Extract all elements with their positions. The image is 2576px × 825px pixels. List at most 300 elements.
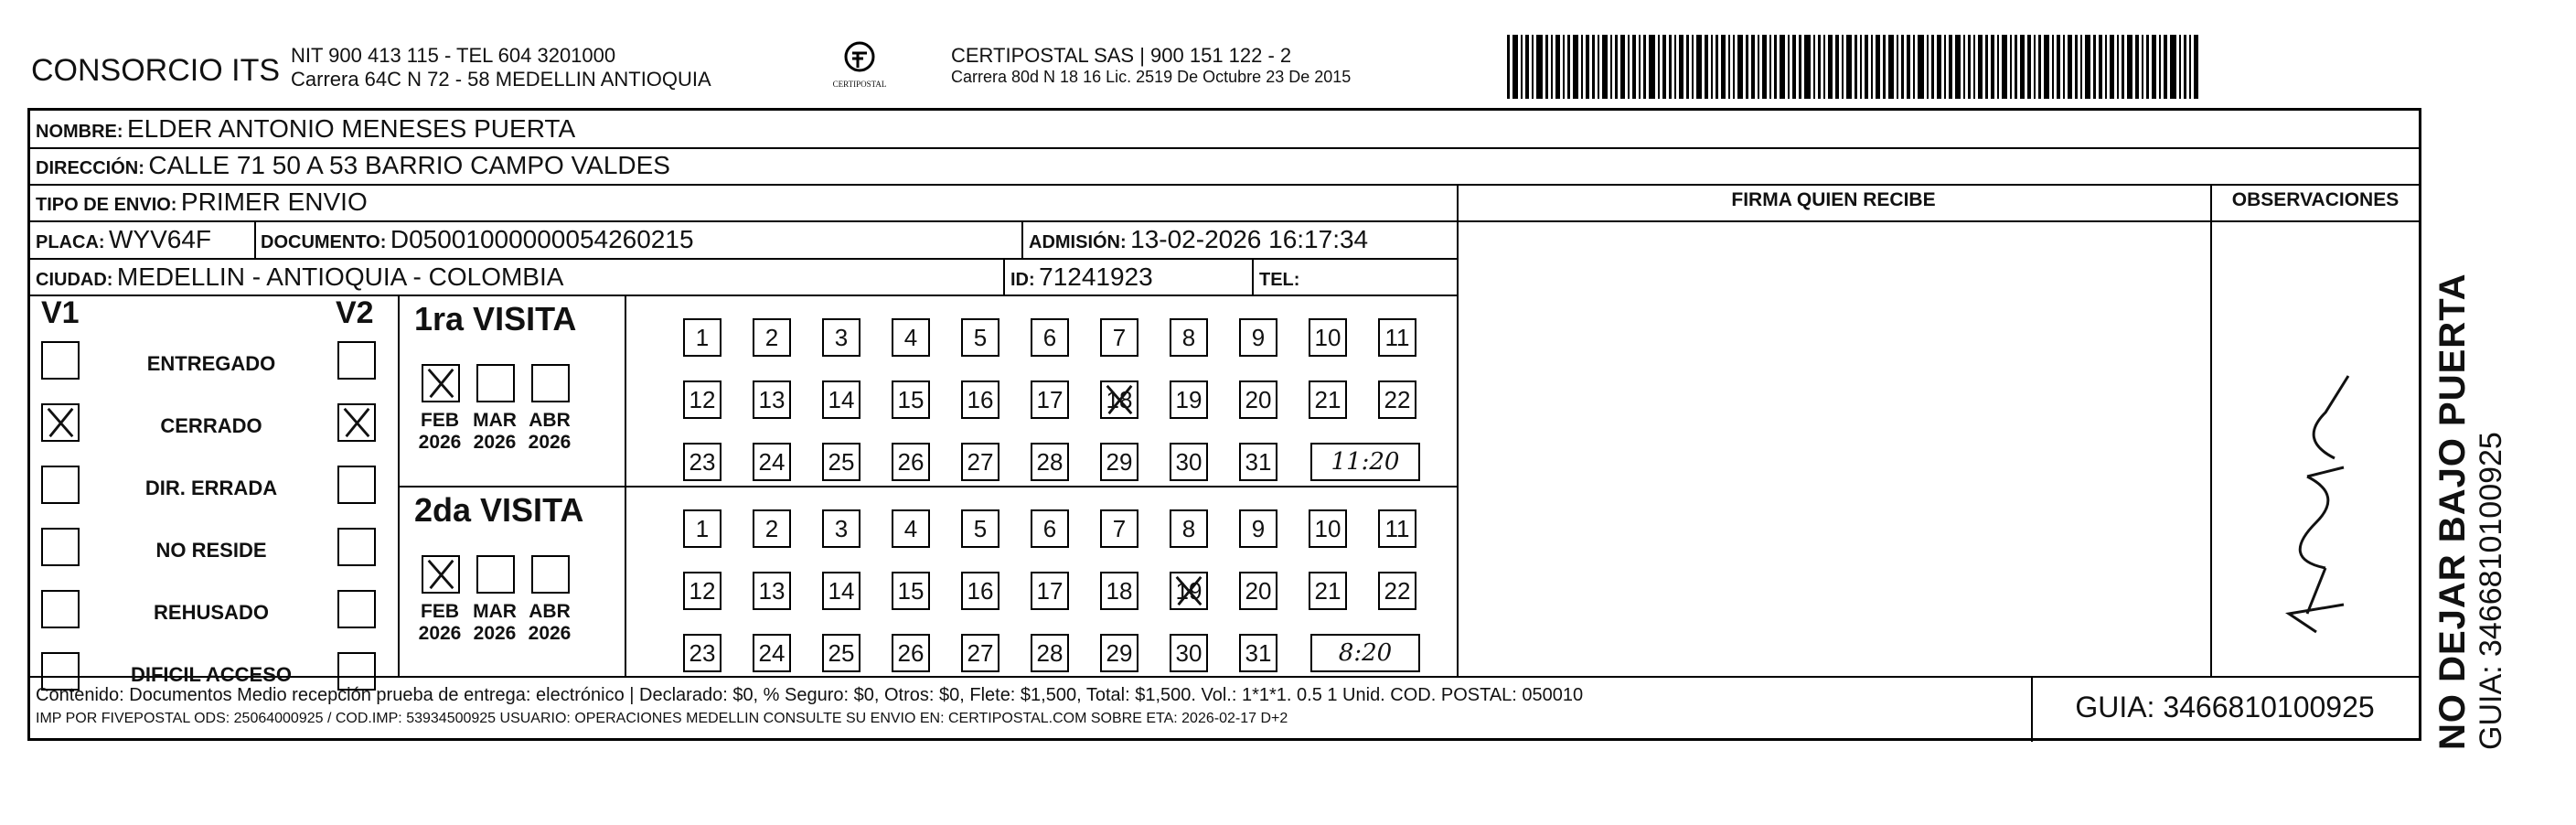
day-box[interactable]: [1100, 443, 1138, 481]
barcode-bar: [1949, 35, 1952, 99]
barcode-bar: [1907, 35, 1910, 99]
month-checkbox[interactable]: [476, 364, 515, 402]
day-box[interactable]: [1031, 380, 1069, 419]
barcode-bar: [2015, 35, 2017, 99]
barcode-bar: [2080, 35, 2082, 99]
barcode-bar: [1901, 35, 1904, 99]
barcode-bar: [1937, 35, 1941, 99]
day-box[interactable]: [892, 634, 930, 672]
day-number: 13: [758, 385, 786, 413]
day-number: 12: [689, 385, 716, 413]
day-box[interactable]: [961, 572, 999, 610]
day-box[interactable]: [1170, 572, 1208, 610]
day-box[interactable]: [822, 318, 860, 357]
day-box[interactable]: [1170, 509, 1208, 548]
visit-time: 11:20: [1310, 443, 1420, 481]
day-number: 30: [1175, 447, 1202, 476]
barcode-bar: [1918, 35, 1924, 99]
barcode-bar: [1897, 35, 1898, 99]
month-label: ABR 2026: [528, 410, 572, 453]
barcode-bar: [1876, 35, 1880, 99]
barcode-bar: [1758, 35, 1759, 99]
day-box[interactable]: [683, 634, 721, 672]
barcode-bar: [1573, 35, 1578, 99]
certipostal-line2: Carrera 80d N 18 16 Lic. 2519 De Octubre 23 De 2015: [951, 68, 1352, 86]
barcode-bar: [1792, 35, 1796, 99]
barcode-bar: [1545, 35, 1548, 99]
id-value: 71241923: [1039, 262, 1153, 291]
barcode-bar: [1927, 35, 1929, 99]
barcode-bar: [2075, 35, 2078, 99]
barcode-bar: [1835, 35, 1839, 99]
barcode-bar: [2099, 35, 2102, 99]
barcode-bar: [1586, 35, 1589, 99]
barcode-bar: [1973, 35, 1975, 99]
barcode-bar: [1823, 35, 1825, 99]
day-box[interactable]: [1100, 572, 1138, 610]
day-number: 27: [967, 447, 994, 476]
day-box[interactable]: [1100, 318, 1138, 357]
day-number: 14: [828, 576, 855, 605]
month-checkbox[interactable]: [422, 555, 460, 594]
day-number: 17: [1036, 385, 1064, 413]
day-box[interactable]: [892, 318, 930, 357]
barcode-bar: [1762, 35, 1767, 99]
day-box[interactable]: [1170, 318, 1208, 357]
day-box[interactable]: [1100, 509, 1138, 548]
barcode-bar: [1799, 35, 1801, 99]
day-box[interactable]: [892, 572, 930, 610]
visit-time: 8:20: [1310, 634, 1420, 672]
v2-label: V2: [336, 295, 374, 330]
day-number: 3: [834, 514, 849, 542]
id-field: [1010, 262, 1153, 292]
status-option-label: NO RESIDE: [155, 539, 267, 562]
barcode-bar: [2068, 35, 2072, 99]
day-box[interactable]: [961, 634, 999, 672]
tel-label: TEL:: [1259, 270, 1300, 290]
placa-label: PLACA:: [36, 232, 105, 252]
day-number: 7: [1112, 514, 1127, 542]
shipping-form: [27, 108, 2421, 741]
barcode-bar: [1692, 35, 1694, 99]
barcode-bar: [2189, 35, 2191, 99]
barcode: [1507, 35, 2359, 99]
day-number: 8: [1181, 323, 1196, 351]
certipostal-logo-icon: [841, 40, 878, 75]
day-box[interactable]: [1378, 572, 1416, 610]
day-number: 27: [967, 638, 994, 667]
documento-label: DOCUMENTO:: [261, 232, 387, 252]
month-label: MAR 2026: [473, 410, 517, 453]
barcode-bar: [1985, 35, 1988, 99]
day-box[interactable]: [822, 634, 860, 672]
barcode-bar: [1628, 35, 1630, 99]
barcode-bar: [2057, 35, 2060, 99]
barcode-bar: [2135, 35, 2139, 99]
nombre-value: ELDER ANTONIO MENESES PUERTA: [127, 114, 576, 143]
footer-guia: GUIA: 3466810100925: [2075, 691, 2375, 723]
day-number: 29: [1106, 447, 1133, 476]
day-number: 21: [1314, 576, 1341, 605]
barcode-bar: [2110, 35, 2114, 99]
barcode-bar: [2127, 35, 2132, 99]
barcode-bar: [1746, 35, 1748, 99]
barcode-bar: [2020, 35, 2025, 99]
barcode-bar: [1737, 35, 1743, 99]
barcode-bar: [1913, 35, 1915, 99]
day-box[interactable]: [1031, 443, 1069, 481]
barcode-bar: [1567, 35, 1570, 99]
barcode-bar: [1686, 35, 1689, 99]
day-number: 3: [834, 323, 849, 351]
barcode-bar: [1804, 35, 1811, 99]
barcode-bar: [2164, 35, 2167, 99]
barcode-bar: [1643, 35, 1646, 99]
barcode-bar: [1888, 35, 1894, 99]
visit-title: 1ra VISITA: [414, 300, 577, 338]
v2-checkbox[interactable]: [337, 341, 376, 380]
certipostal-logo: [830, 40, 889, 89]
barcode-bar: [1716, 35, 1718, 99]
barcode-bar: [1602, 35, 1608, 99]
v2-checkbox[interactable]: [337, 528, 376, 566]
side-guia: GUIA: 3466810100925: [2474, 432, 2508, 750]
barcode-bar: [2122, 35, 2124, 99]
barcode-bar: [1865, 35, 1868, 99]
documento-field: [261, 225, 694, 254]
barcode-bar: [1598, 35, 1599, 99]
month-checkbox[interactable]: [476, 555, 515, 594]
day-number: 20: [1245, 576, 1272, 605]
barcode-bar: [2170, 35, 2176, 99]
barcode-bar: [1944, 35, 1946, 99]
documento-value: D05001000000054260215: [390, 225, 694, 253]
day-box[interactable]: [961, 509, 999, 548]
barcode-bar: [1521, 35, 1523, 99]
x-mark-icon: [1171, 573, 1206, 608]
day-box[interactable]: [892, 443, 930, 481]
status-option-label: ENTREGADO: [146, 352, 276, 375]
barcode-bar: [2063, 35, 2065, 99]
v1-checkbox[interactable]: [41, 341, 80, 380]
barcode-bar: [1846, 35, 1852, 99]
side-warning: NO DEJAR BAJO PUERTA: [2432, 273, 2473, 750]
day-number: 13: [758, 576, 786, 605]
day-box[interactable]: [1170, 634, 1208, 672]
day-number: 23: [689, 638, 716, 667]
barcode-bar: [1649, 35, 1655, 99]
day-box[interactable]: [753, 634, 791, 672]
day-number: 22: [1384, 385, 1411, 413]
day-box[interactable]: [753, 318, 791, 357]
day-number: 11: [1384, 514, 1410, 542]
day-box[interactable]: [753, 509, 791, 548]
day-box[interactable]: [1239, 509, 1277, 548]
ciudad-label: CIUDAD:: [36, 270, 113, 290]
barcode-bar: [2093, 35, 2096, 99]
day-box[interactable]: [1100, 380, 1138, 419]
direccion-label: DIRECCIÓN:: [36, 158, 144, 178]
day-number: 1: [695, 323, 710, 351]
day-box[interactable]: [1309, 572, 1347, 610]
day-box[interactable]: [822, 509, 860, 548]
x-mark-icon: [43, 405, 78, 440]
day-number: 28: [1036, 638, 1064, 667]
v2-checkbox[interactable]: [337, 466, 376, 504]
day-number: 4: [903, 323, 918, 351]
day-number: 16: [967, 385, 994, 413]
day-number: 12: [689, 576, 716, 605]
barcode-bar: [2117, 35, 2119, 99]
day-number: 18: [1106, 576, 1133, 605]
day-number: 5: [973, 514, 988, 542]
barcode-bar: [1813, 35, 1815, 99]
day-number: 25: [828, 447, 855, 476]
v1-checkbox[interactable]: [41, 466, 80, 504]
barcode-bar: [2179, 35, 2181, 99]
barcode-bar: [1512, 35, 1518, 99]
v2-checkbox[interactable]: [337, 590, 376, 628]
barcode-bar: [1551, 35, 1553, 99]
v2-checkbox[interactable]: [337, 403, 376, 442]
day-number: 31: [1245, 447, 1272, 476]
day-box[interactable]: [1309, 380, 1347, 419]
admision-field: [1029, 225, 1368, 254]
barcode-bar: [1662, 35, 1666, 99]
day-number: 6: [1042, 323, 1057, 351]
day-number: 18: [1106, 385, 1133, 413]
barcode-bar: [1855, 35, 1857, 99]
month-checkbox[interactable]: [531, 364, 570, 402]
day-number: 17: [1036, 576, 1064, 605]
company-address: Carrera 64C N 72 - 58 MEDELLIN ANTIOQUIA: [291, 68, 711, 91]
barcode-bar: [1997, 35, 1999, 99]
day-box[interactable]: [1170, 443, 1208, 481]
day-box[interactable]: [1031, 634, 1069, 672]
v1-checkbox[interactable]: [41, 590, 80, 628]
barcode-bar: [1991, 35, 1994, 99]
x-mark-icon: [423, 557, 458, 592]
day-number: 22: [1384, 576, 1411, 605]
tipo-row: [36, 188, 368, 217]
barcode-bar: [1818, 35, 1821, 99]
barcode-bar: [1658, 35, 1660, 99]
barcode-bar: [1563, 35, 1565, 99]
day-box[interactable]: [1031, 572, 1069, 610]
day-box[interactable]: [1378, 318, 1416, 357]
barcode-bar: [1955, 35, 1961, 99]
day-number: 23: [689, 447, 716, 476]
certipostal-line1: CERTIPOSTAL SAS | 900 151 122 - 2: [951, 44, 1292, 67]
barcode-bar: [1769, 35, 1771, 99]
logo-text: CERTIPOSTAL: [832, 80, 887, 89]
status-option-label: REHUSADO: [154, 601, 269, 624]
day-box[interactable]: [683, 509, 721, 548]
day-box[interactable]: [892, 509, 930, 548]
day-number: 1: [695, 514, 710, 542]
day-number: 4: [903, 514, 918, 542]
barcode-bar: [1669, 35, 1672, 99]
company-info: [291, 44, 711, 91]
day-number: 19: [1175, 576, 1202, 605]
barcode-bar: [1711, 35, 1713, 99]
day-box[interactable]: [822, 443, 860, 481]
day-number: 19: [1175, 385, 1202, 413]
barcode-bar: [2002, 35, 2007, 99]
barcode-bar: [1860, 35, 1862, 99]
barcode-bar: [1774, 35, 1777, 99]
day-number: 21: [1314, 385, 1341, 413]
admision-label: ADMISIÓN:: [1029, 232, 1127, 252]
day-number: 8: [1181, 514, 1196, 542]
day-box[interactable]: [753, 380, 791, 419]
day-number: 15: [897, 576, 925, 605]
barcode-bar: [1581, 35, 1583, 99]
day-number: 9: [1251, 323, 1266, 351]
day-number: 6: [1042, 514, 1057, 542]
day-box[interactable]: [1378, 380, 1416, 419]
company-nit: NIT 900 413 115 - TEL 604 3201000: [291, 44, 616, 67]
v1-checkbox[interactable]: [41, 528, 80, 566]
day-box[interactable]: [961, 318, 999, 357]
observaciones-header: OBSERVACIONES: [2231, 189, 2400, 210]
day-box[interactable]: [1378, 509, 1416, 548]
day-number: 16: [967, 576, 994, 605]
company-name: CONSORCIO ITS: [31, 53, 281, 88]
barcode-bar: [2085, 35, 2090, 99]
nombre-row: [36, 114, 575, 144]
x-mark-icon: [339, 405, 374, 440]
month-label: FEB 2026: [418, 410, 462, 453]
barcode-bar: [1828, 35, 1833, 99]
day-box[interactable]: [892, 380, 930, 419]
status-option-label: DIFICIL ACCESO: [130, 663, 292, 686]
day-box[interactable]: [1309, 318, 1347, 357]
placa-value: WYV64F: [109, 225, 212, 253]
barcode-bar: [2044, 35, 2049, 99]
firma-header: FIRMA QUIEN RECIBE: [1731, 189, 1936, 210]
admision-value: 13-02-2026 16:17:34: [1130, 225, 1369, 253]
v1-checkbox[interactable]: [41, 403, 80, 442]
tel-field: [1259, 262, 1299, 292]
barcode-bar: [1639, 35, 1641, 99]
day-box[interactable]: [1031, 509, 1069, 548]
day-box[interactable]: [1239, 318, 1277, 357]
barcode-bar: [1615, 35, 1618, 99]
day-number: 30: [1175, 638, 1202, 667]
day-number: 2: [764, 514, 779, 542]
day-number: 9: [1251, 514, 1266, 542]
day-number: 5: [973, 323, 988, 351]
day-number: 7: [1112, 323, 1127, 351]
barcode-bar: [1610, 35, 1612, 99]
footer-line2: IMP POR FIVEPOSTAL ODS: 25064000925 / COD.IMP: 53934500925 USUARIO: OPERACIONES MEDELLIN CONSULTE SU ENVIO EN: CERTIPOSTAL.COM SOBRE ETA: 2026-02-17 D+2: [36, 711, 1288, 726]
barcode-bar: [1931, 35, 1934, 99]
day-box[interactable]: [822, 380, 860, 419]
day-number: 26: [897, 638, 925, 667]
day-number: 10: [1314, 514, 1341, 542]
barcode-bar: [2052, 35, 2054, 99]
barcode-bar: [1532, 35, 1534, 99]
day-box[interactable]: [683, 380, 721, 419]
day-box[interactable]: [1239, 443, 1277, 481]
day-box[interactable]: [1031, 318, 1069, 357]
day-box[interactable]: [1309, 509, 1347, 548]
barcode-bar: [1679, 35, 1683, 99]
day-box[interactable]: [683, 443, 721, 481]
barcode-bar: [2159, 35, 2161, 99]
day-box[interactable]: [961, 380, 999, 419]
day-box[interactable]: [753, 443, 791, 481]
day-box[interactable]: [683, 318, 721, 357]
month-label: FEB 2026: [418, 601, 462, 644]
direccion-row: [36, 151, 670, 180]
placa-field: [36, 225, 211, 254]
barcode-bar: [1632, 35, 1636, 99]
barcode-bar: [1536, 35, 1543, 99]
x-mark-icon: [1102, 382, 1137, 417]
day-number: 24: [758, 638, 786, 667]
barcode-bar: [1592, 35, 1595, 99]
footer-line1: Contenido: Documentos Medio recepción prueba de entrega: electrónico | Declarado: $0, % Seguro: $0, Otros: $0, Flete: $1,500, Total: $1,500. Vol.: 1*1*1. 0.5 1 Unid. COD. POSTAL: 050010: [36, 685, 1584, 705]
barcode-bar: [1963, 35, 1965, 99]
day-box[interactable]: [683, 572, 721, 610]
barcode-bar: [1883, 35, 1886, 99]
status-option-label: CERRADO: [160, 414, 262, 437]
day-number: 26: [897, 447, 925, 476]
day-box[interactable]: [822, 572, 860, 610]
x-mark-icon: [423, 366, 458, 401]
day-box[interactable]: [1239, 634, 1277, 672]
direccion-value: CALLE 71 50 A 53 BARRIO CAMPO VALDES: [148, 151, 670, 179]
barcode-bar: [2027, 35, 2031, 99]
barcode-bar: [1978, 35, 1983, 99]
day-number: 2: [764, 323, 779, 351]
tipo-label: TIPO DE ENVIO:: [36, 195, 177, 215]
day-box[interactable]: [1100, 634, 1138, 672]
barcode-bar: [2105, 35, 2107, 99]
barcode-bar: [1842, 35, 1844, 99]
barcode-bar: [2038, 35, 2041, 99]
ciudad-field: [36, 262, 563, 292]
id-label: ID:: [1010, 270, 1035, 290]
signature: [2261, 339, 2371, 641]
side-notice: [2432, 273, 2509, 750]
day-box[interactable]: [1239, 380, 1277, 419]
nombre-label: NOMBRE:: [36, 122, 123, 142]
day-box[interactable]: [961, 443, 999, 481]
day-number: 20: [1245, 385, 1272, 413]
day-number: 14: [828, 385, 855, 413]
barcode-bar: [1620, 35, 1625, 99]
day-box[interactable]: [1170, 380, 1208, 419]
barcode-bar: [1751, 35, 1755, 99]
barcode-bar: [2034, 35, 2036, 99]
barcode-bar: [1696, 35, 1702, 99]
month-checkbox[interactable]: [531, 555, 570, 594]
barcode-bar: [1525, 35, 1529, 99]
barcode-bar: [2152, 35, 2156, 99]
day-box[interactable]: [1239, 572, 1277, 610]
day-number: 11: [1384, 323, 1410, 351]
month-label: MAR 2026: [473, 601, 517, 644]
day-box[interactable]: [753, 572, 791, 610]
barcode-bar: [2146, 35, 2149, 99]
month-checkbox[interactable]: [422, 364, 460, 402]
certipostal-info: [951, 44, 1351, 87]
v1-label: V1: [41, 295, 80, 330]
